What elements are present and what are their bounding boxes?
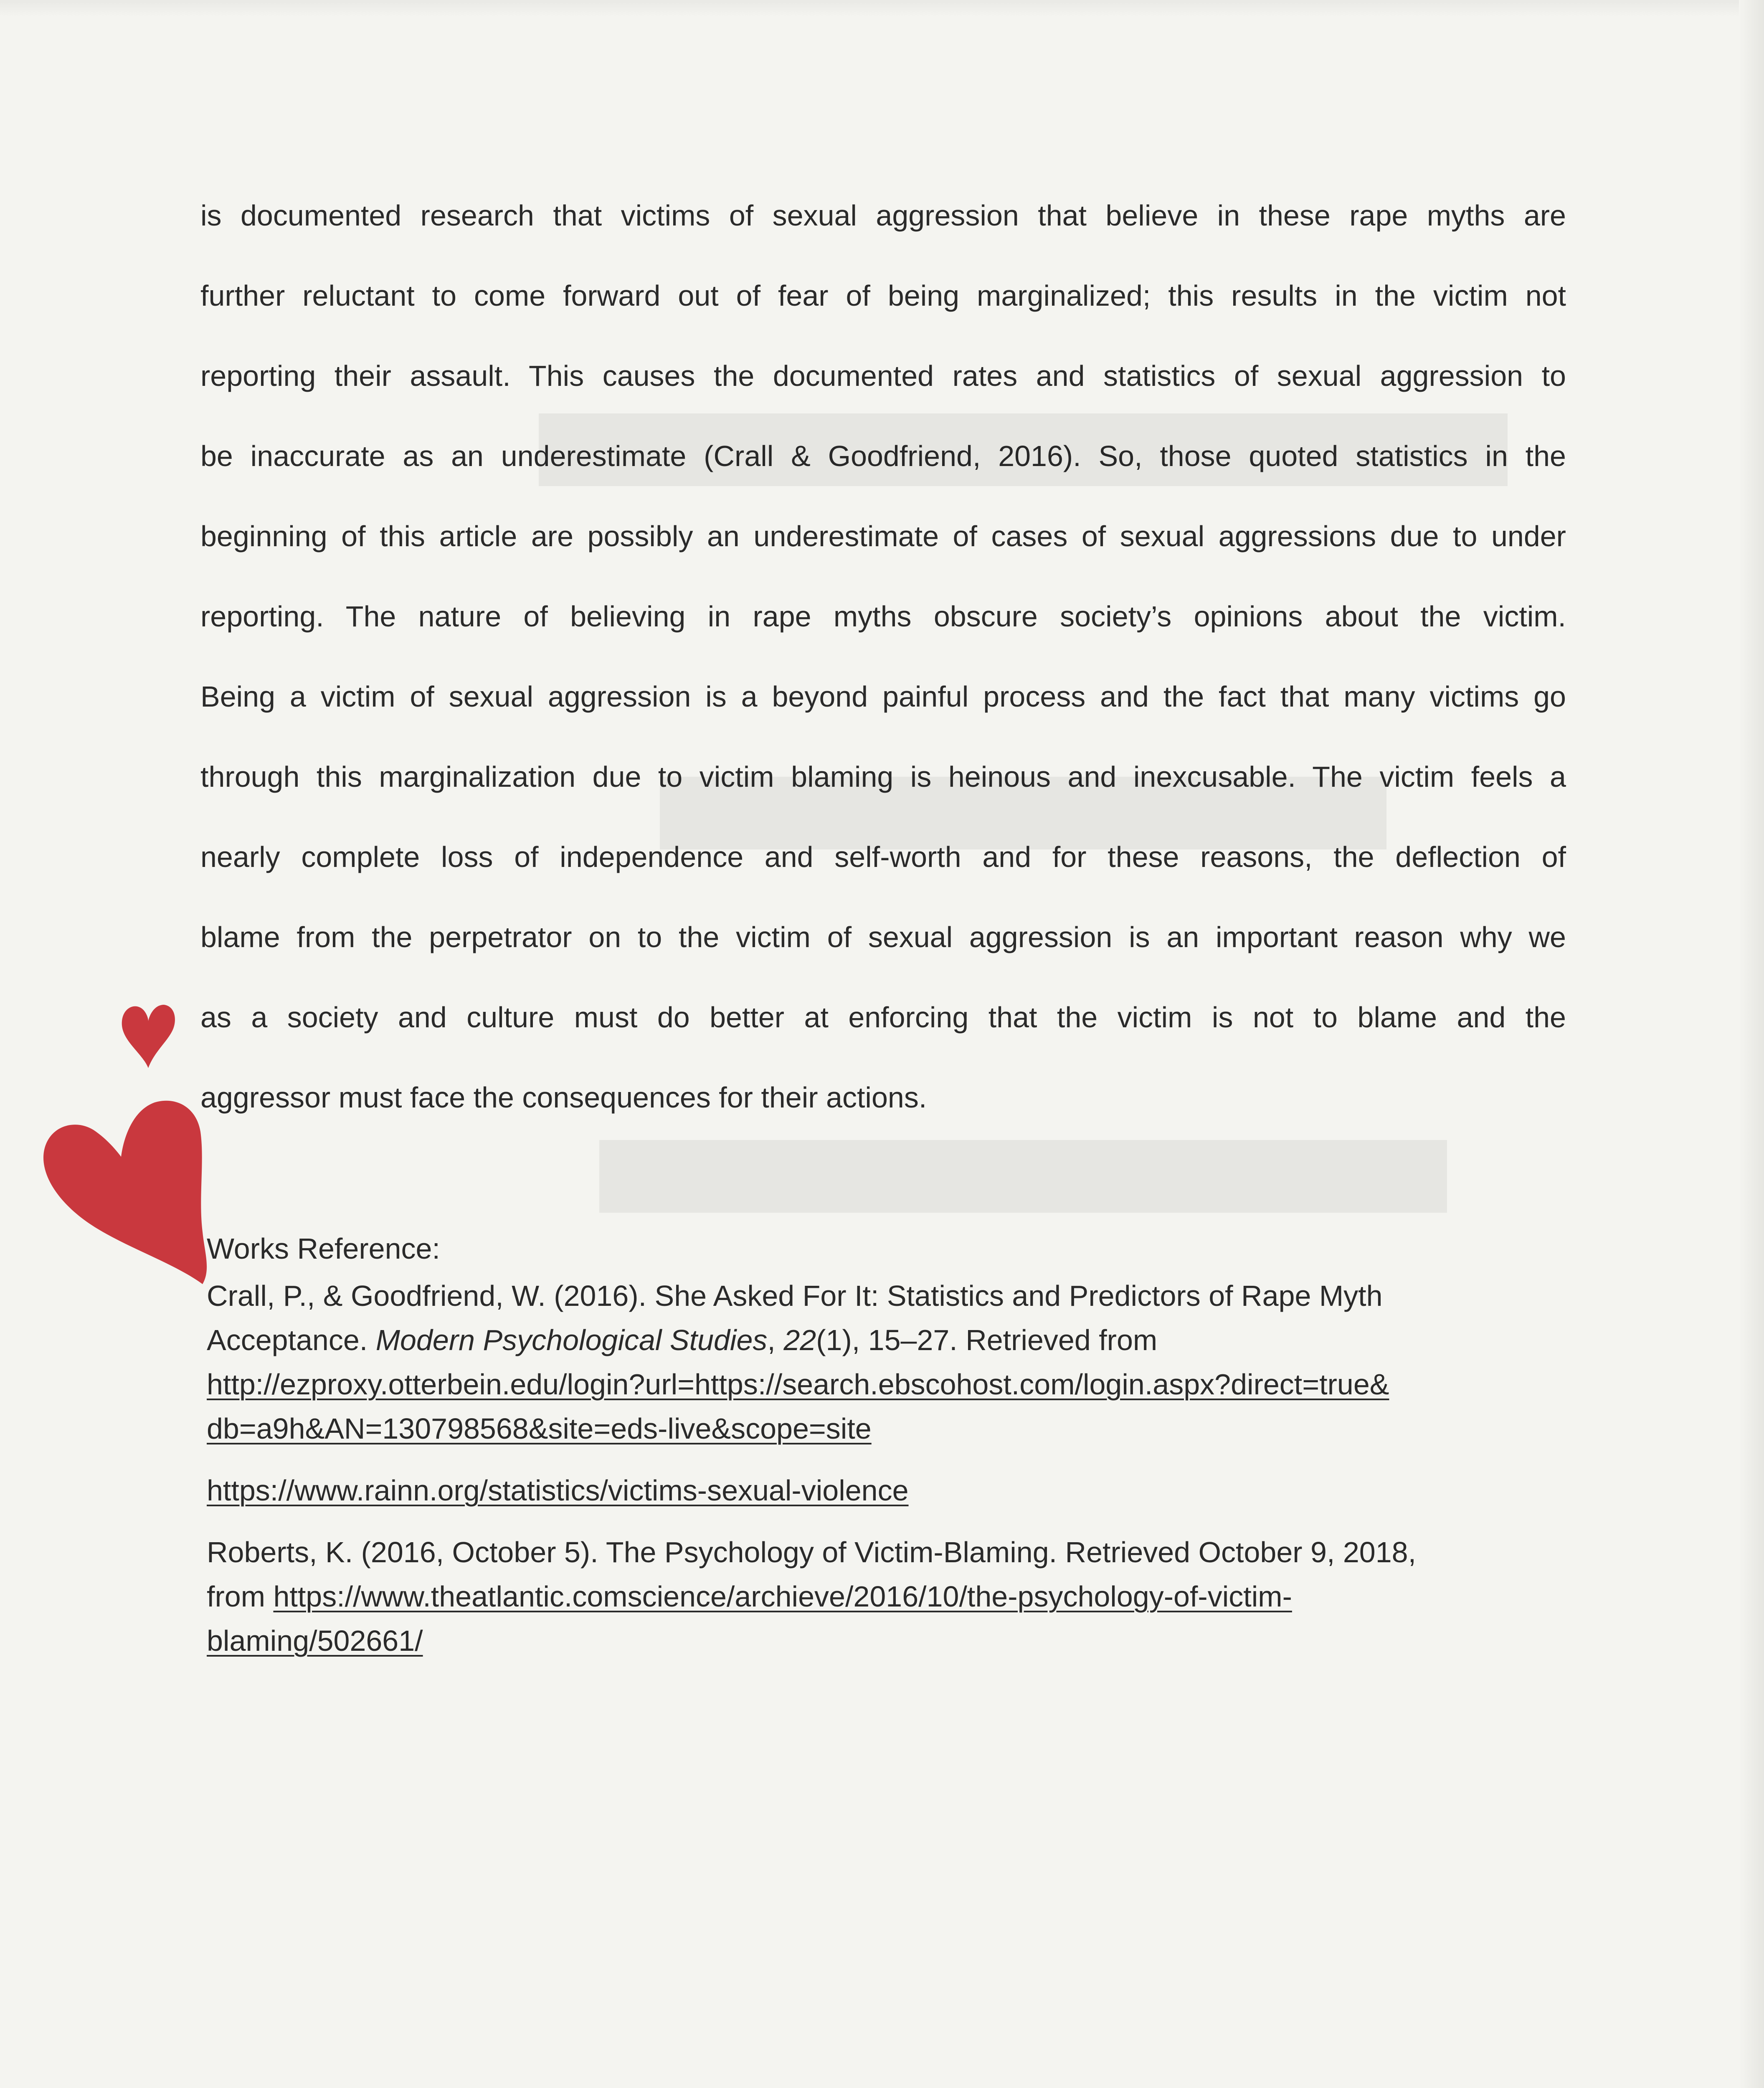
reference-link[interactable]: db=a9h&AN=130798568&site=eds-live&scope=site (207, 1412, 872, 1445)
references-heading: Works Reference: (207, 1232, 440, 1265)
page-edge-right (1739, 0, 1764, 2088)
reference-roberts (207, 1530, 1572, 1663)
heart-shape (43, 1101, 207, 1284)
reference-rainn (207, 1468, 1572, 1513)
page-edge-top (0, 0, 1764, 17)
text-line: nearly complete loss of independence and self-worth and for these reasons, the deflection of (200, 841, 1566, 873)
works-reference-section (207, 1224, 1572, 1680)
text-line: further reluctant to come forward out of fear of being marginalized; this results in the victim not (200, 279, 1566, 312)
heart-sticker-small-icon (117, 994, 180, 1073)
reference-link[interactable]: http://ezproxy.otterbein.edu/login?url=https://search.ebscohost.com/login.aspx?direct=true& (207, 1368, 1389, 1401)
reference-link[interactable]: blaming/502661/ (207, 1624, 423, 1657)
text-line: is documented research that victims of sexual aggression that believe in these rape myths are (200, 199, 1566, 232)
text-line: aggressor must face the consequences for their actions. (200, 1081, 927, 1114)
journal-title: Modern Psychological Studies (375, 1324, 768, 1356)
reference-text-line (207, 1574, 1572, 1619)
reference-text: from (207, 1580, 274, 1613)
text-line: be inaccurate as an underestimate (Crall & Goodfriend, 2016). So, those quoted statistics in the (200, 440, 1566, 472)
journal-volume: 22 (783, 1324, 816, 1356)
reference-text: Acceptance. (207, 1324, 376, 1356)
text-line: reporting. The nature of believing in rape myths obscure society’s opinions about the victim. (200, 600, 1566, 633)
text-line: Being a victim of sexual aggression is a beyond painful process and the fact that many victims go (200, 680, 1566, 713)
reference-text: (1), 15–27. Retrieved from (816, 1324, 1158, 1356)
reference-text: , (767, 1324, 784, 1356)
text-line: beginning of this article are possibly an underestimate of cases of sexual aggressions due to under (200, 520, 1566, 552)
heart-sticker-large-icon (33, 1094, 209, 1286)
text-line: as a society and culture must do better at enforcing that the victim is not to blame and the (200, 1001, 1566, 1034)
reference-crall (207, 1274, 1572, 1451)
reference-link[interactable]: https://www.rainn.org/statistics/victims-sexual-violence (207, 1474, 909, 1507)
bleed-block (599, 1140, 1447, 1213)
text-line: reporting their assault. This causes the documented rates and statistics of sexual aggression to (200, 360, 1566, 392)
reference-link[interactable]: https://www.theatlantic.comscience/archieve/2016/10/the-psychology-of-victim- (273, 1580, 1292, 1613)
body-paragraph (200, 175, 1566, 1138)
heart-shape (122, 1005, 175, 1068)
text-line: through this marginalization due to victim blaming is heinous and inexcusable. The victim feels a (200, 760, 1566, 793)
text-line: blame from the perpetrator on to the victim of sexual aggression is an important reason why we (200, 921, 1566, 953)
reference-text: Crall, P., & Goodfriend, W. (2016). She Asked For It: Statistics and Predictors of Rape Myth (207, 1280, 1383, 1312)
reference-text: Roberts, K. (2016, October 5). The Psychology of Victim-Blaming. Retrieved October 9, 2018, (207, 1536, 1417, 1569)
reference-text-line (207, 1318, 1572, 1362)
